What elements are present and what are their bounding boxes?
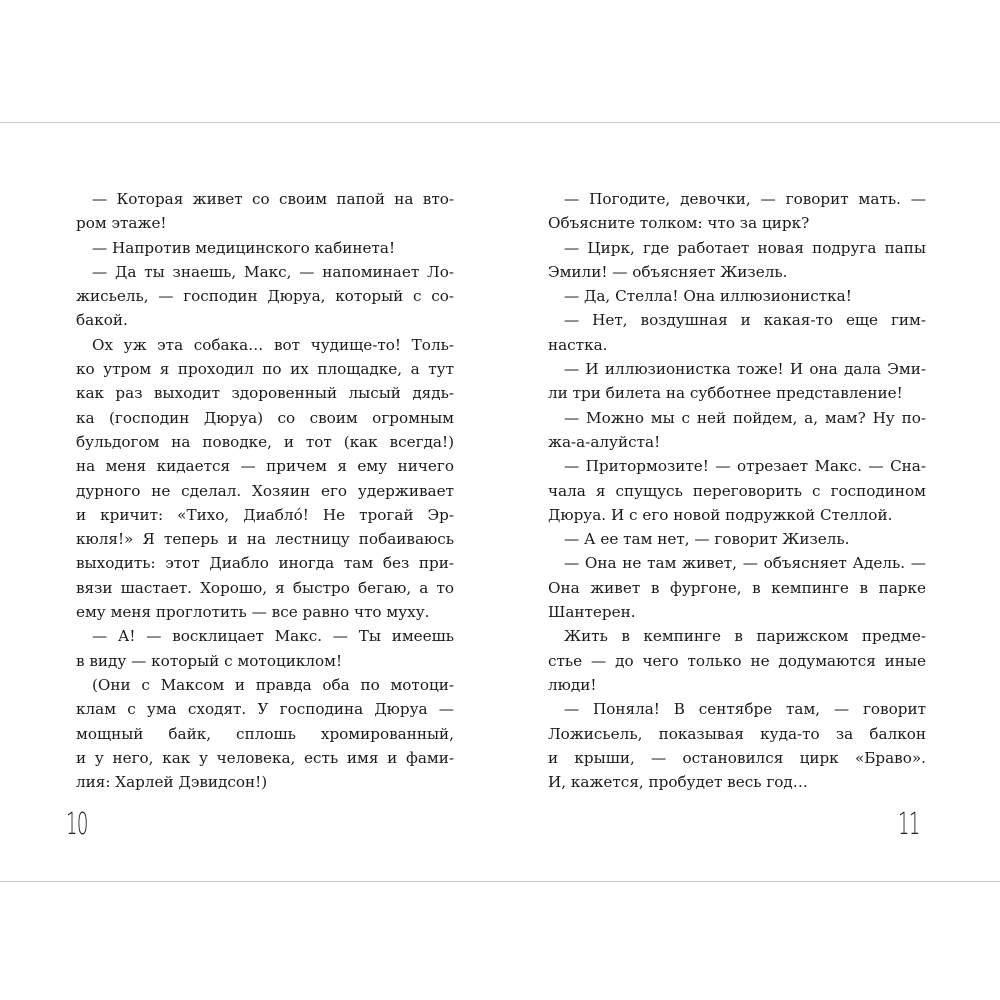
text-line: клам с ума сходят. У господина Дюруа — <box>76 700 454 719</box>
text-line: — Цирк, где работает новая подруга папы <box>564 238 926 257</box>
text-line: ли три билета на субботнее представление! <box>548 384 903 403</box>
text-line: ему меня проглотить — все равно что муху. <box>76 603 430 622</box>
text-line: настка. <box>548 335 608 354</box>
text-line: лия: Харлей Дэвидсон!) <box>76 773 268 792</box>
text-line: дурного не сделал. Хозяин его удерживает <box>76 481 454 500</box>
text-line: бульдогом на поводке, и тот (как всегда!) <box>76 432 454 451</box>
text-line: жисьель, — господин Дюруа, который с со- <box>76 287 454 306</box>
text-line: — Которая живет со своим папой на вто- <box>92 190 454 208</box>
text-line: — Она не там живет, — объясняет Адель. — <box>564 554 926 573</box>
text-line: — А! — восклицает Макс. — Ты имеешь <box>92 627 454 646</box>
text-line: — Притормозите! — отрезает Макс. — Сна- <box>564 457 926 476</box>
text-line: и у него, как у человека, есть имя и фами- <box>76 748 454 767</box>
text-line: — Да, Стелла! Она иллюзионистка! <box>564 287 852 306</box>
text-line: ко утром я проходил по их площадке, а тут <box>76 360 454 379</box>
right-page-number: 11 <box>898 807 920 842</box>
text-line: люди! <box>548 675 597 694</box>
text-line: мощный байк, сплошь хромированный, <box>76 724 454 743</box>
text-line: бакой. <box>76 311 128 330</box>
text-line: Дюруа. И с его новой подружкой Стеллой. <box>548 505 893 524</box>
text-line: Шантерен. <box>548 603 636 622</box>
text-line: — Да ты знаешь, Макс, — напоминает Ло- <box>92 262 454 281</box>
text-line: и кричит: «Тихо, Диабло́! Не трогай Эр- <box>76 505 454 524</box>
text-line: — Погодите, девочки, — говорит мать. — <box>564 190 926 208</box>
text-line: ром этаже! <box>76 214 167 233</box>
text-line: кюля!» Я теперь и на лестницу побаиваюсь <box>76 530 454 549</box>
text-line: как раз выходит здоровенный лысый дядь- <box>76 384 454 403</box>
text-line: на меня кидается — причем я ему ничего <box>76 457 454 476</box>
text-line: стье — до чего только не додумаются иные <box>548 651 926 670</box>
text-line: вязи шастает. Хорошо, я быстро бегаю, а то <box>76 578 454 597</box>
text-line: чала я спущусь переговорить с господином <box>548 481 926 500</box>
text-line: И, кажется, пробудет весь год… <box>548 773 808 792</box>
text-line: — И иллюзионистка тоже! И она дала Эми- <box>564 360 926 379</box>
text-line: жа-а-алуйста! <box>548 432 661 451</box>
text-line: Ох уж эта собака… вот чудище-то! Толь- <box>92 335 454 354</box>
left-page-number: 10 <box>66 807 88 842</box>
right-page-text <box>548 187 926 794</box>
text-line: и крыши, — остановился цирк «Браво». <box>548 748 926 767</box>
text-line: — Поняла! В сентябре там, — говорит <box>564 700 926 719</box>
text-line: (Они с Максом и правда оба по мотоци- <box>92 675 454 694</box>
text-line: Объясните толком: что за цирк? <box>548 214 810 233</box>
text-line: Она живет в фургоне, в кемпинге в парке <box>548 578 926 597</box>
text-line: — Можно мы с ней пойдем, а, мам? Ну по- <box>564 408 926 427</box>
text-line: в виду — который с мотоциклом! <box>76 651 343 670</box>
text-line: — Напротив медицинского кабинета! <box>92 238 396 257</box>
text-line: Эмили! — объясняет Жизель. <box>548 262 788 281</box>
text-line: ка (господин Дюруа) со своим огромным <box>76 408 454 427</box>
left-page-text <box>76 187 454 794</box>
book-spread <box>0 122 1000 882</box>
text-line: Жить в кемпинге в парижском предме- <box>564 627 926 646</box>
text-line: Ложисьель, показывая куда-то за балкон <box>548 724 926 743</box>
text-line: выходить: этот Диабло иногда там без при- <box>76 554 454 573</box>
text-line: — Нет, воздушная и какая-то еще гим- <box>564 311 926 330</box>
text-line: — А ее там нет, — говорит Жизель. <box>564 530 850 549</box>
